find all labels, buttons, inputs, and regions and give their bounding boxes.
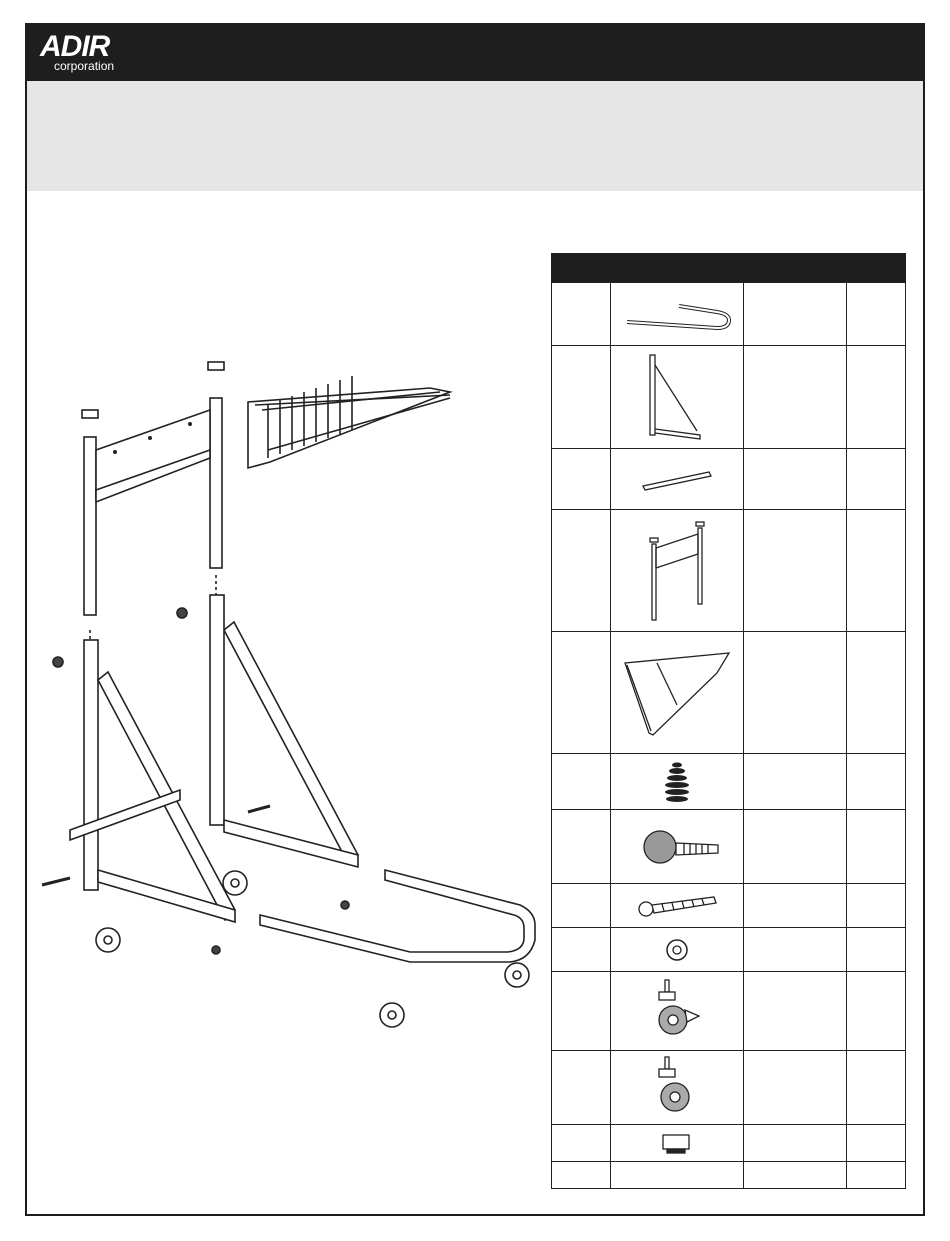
- table-row: [552, 283, 906, 346]
- title-panel: [27, 81, 923, 191]
- header-cell-qty: [846, 254, 905, 283]
- screw-icon: [632, 891, 722, 921]
- u-base-illustration: [260, 870, 535, 962]
- top-frame-icon: [642, 516, 712, 626]
- table-row: [552, 632, 906, 754]
- parts-table-header: [552, 254, 906, 283]
- brand-sub: corporation: [54, 59, 115, 73]
- parts-table: [551, 253, 906, 1189]
- brand-logo: [40, 32, 114, 72]
- rack-arm-icon: [617, 643, 737, 743]
- assembly-diagram: [30, 350, 550, 1050]
- tube-icon: [637, 464, 717, 494]
- wire-rack-illustration: [248, 376, 450, 468]
- side-frame-icon: [642, 351, 712, 443]
- table-row: [552, 1051, 906, 1125]
- header-cell-no: [552, 254, 611, 283]
- spring-icon: [662, 759, 692, 805]
- table-row: [552, 972, 906, 1051]
- end-cap-icon: [657, 1129, 697, 1157]
- table-row: [552, 884, 906, 928]
- top-frame-illustration: [82, 362, 224, 615]
- washer-icon: [662, 935, 692, 965]
- table-row: [552, 510, 906, 632]
- table-row: [552, 810, 906, 884]
- table-row: [552, 928, 906, 972]
- table-row: [552, 346, 906, 449]
- header-cell-description: [611, 254, 847, 283]
- right-side-frame-illustration: [210, 595, 358, 867]
- brand-name: ADIR: [40, 30, 110, 63]
- u-bar-icon: [617, 294, 737, 334]
- table-row: [552, 449, 906, 510]
- table-row: [552, 1162, 906, 1189]
- caster-icon: [647, 1053, 707, 1123]
- caster-brake-icon: [647, 976, 707, 1046]
- table-row: [552, 754, 906, 810]
- knob-bolt-icon: [632, 817, 722, 877]
- header-bar: [25, 23, 925, 81]
- table-row: [552, 1125, 906, 1162]
